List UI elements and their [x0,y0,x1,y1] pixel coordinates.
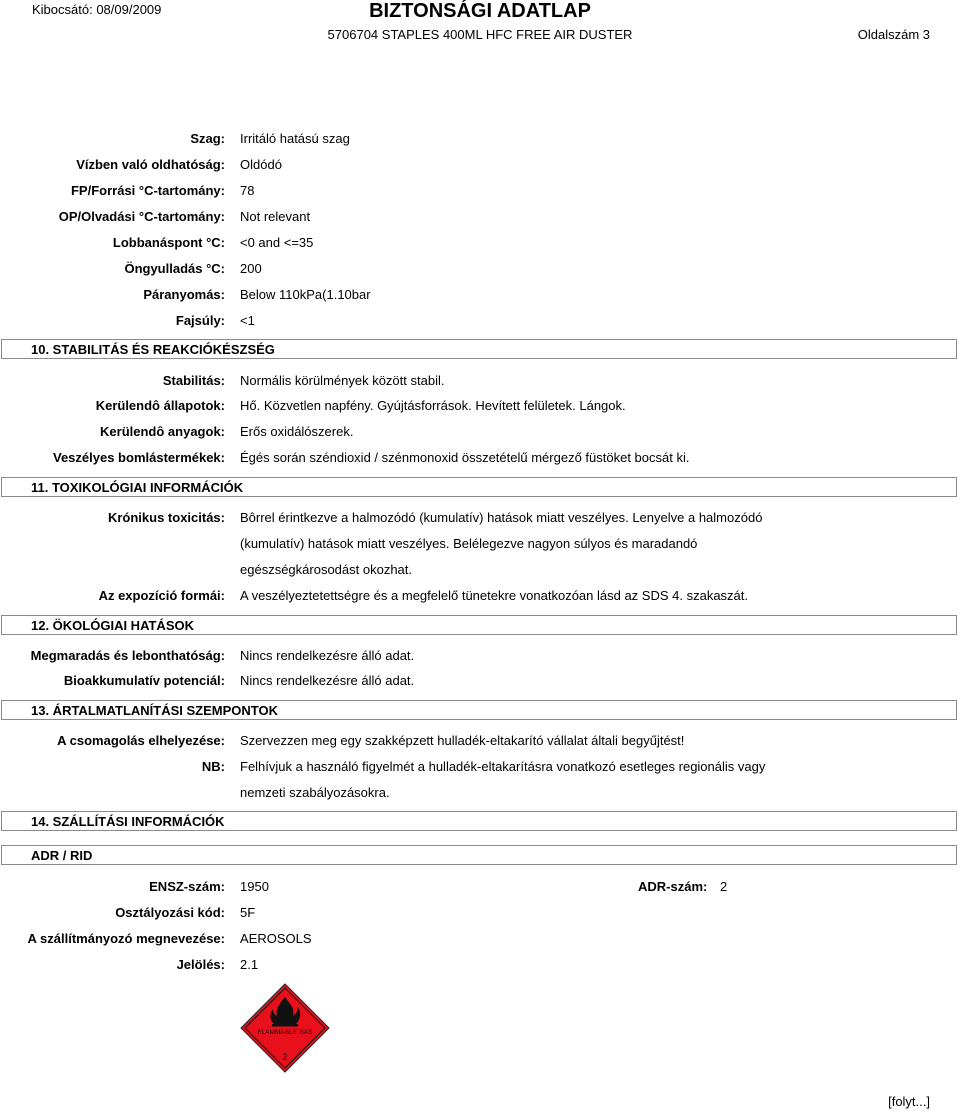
nb-line: Felhívjuk a használó figyelmét a hulladék-eltakarításra vonatkozó esetleges regionális vagy [240,759,766,774]
prop-label: OP/Olvadási °C-tartomány: [58,209,225,224]
prop-row [0,209,960,229]
prop-value: <1 [240,313,255,328]
section-10-header: 10. STABILITÁS ÉS REAKCIÓKÉSZSÉG [1,339,957,359]
chronic-label: Krónikus toxicitás: [107,510,225,525]
shipping-name-label: A szállítmányozó megnevezése: [27,931,225,946]
prop-value: 200 [240,261,262,276]
prop-row [0,183,960,203]
conditions-value: Hő. Közvetlen napfény. Gyújtásforrások. Hevített felületek. Lángok. [240,398,626,413]
class-code-row [0,905,960,925]
persistence-value: Nincs rendelkezésre álló adat. [240,648,415,663]
prop-row [0,261,960,281]
flammable-gas-hazard-label [240,983,330,1073]
conditions-label: Kerülendô állapotok: [95,398,225,413]
section-11-header: 11. TOXIKOLÓGIAI INFORMÁCIÓK [1,477,957,497]
decomposition-label: Veszélyes bomlástermékek: [53,450,225,465]
exposure-value: A veszélyeztetettségre és a megfelelő tünetekre vonatkozóan lásd az SDS 4. szakaszát. [240,588,749,603]
adr-rid-header: ADR / RID [1,845,957,865]
un-number-label: ENSZ-szám: [149,879,225,894]
prop-label: Lobbanáspont °C: [112,235,225,250]
header-issued-date: Kibocsátó: 08/09/2009 [32,2,162,17]
nb-row [0,759,960,779]
bioaccumulation-label: Bioakkumulatív potenciál: [63,673,225,688]
materials-value: Erős oxidálószerek. [240,424,354,439]
prop-value: Irritáló hatású szag [240,131,350,146]
prop-label: Szag: [190,131,225,146]
chronic-line: (kumulatív) hatások miatt veszélyes. Belélegezve nagyon súlyos és maradandó [240,536,698,551]
prop-value: Below 110kPa(1.10bar [240,287,371,302]
page-number: Oldalszám 3 [857,27,930,42]
prop-row [0,313,960,333]
decomposition-row [0,450,960,470]
product-name: 5706704 STAPLES 400ML HFC FREE AIR DUSTER [327,27,633,42]
prop-row [0,235,960,255]
persistence-label: Megmaradás és lebonthatóság: [30,648,225,663]
packaging-label: A csomagolás elhelyezése: [57,733,225,748]
chronic-row [0,510,960,530]
prop-label: Páranyomás: [143,287,225,302]
class-code-label: Osztályozási kód: [115,905,225,920]
chronic-line: Bôrrel érintkezve a halmozódó (kumulatív) hatások miatt veszélyes. Lenyelve a halmozódó [240,510,763,525]
un-number-value: 1950 [240,879,269,894]
stability-value: Normális körülmények között stabil. [240,373,445,388]
prop-label: Vízben való oldhatóság: [76,157,225,172]
marking-label: Jelölés: [176,957,225,972]
diamond-caption: FLAMMABLE GAS [257,1029,313,1036]
section-14-header: 14. SZÁLLÍTÁSI INFORMÁCIÓK [1,811,957,831]
shipping-name-value: AEROSOLS [240,931,312,946]
materials-row [0,424,960,444]
marking-value: 2.1 [240,957,259,972]
prop-value: <0 and <=35 [240,235,314,250]
adr-number-label: ADR-szám: [638,879,708,894]
un-number-row [0,879,960,899]
section-12-header: 12. ÖKOLÓGIAI HATÁSOK [1,615,957,635]
chronic-row [0,562,960,582]
decomposition-value: Égés során széndioxid / szénmonoxid összetételű mérgező füstöket bocsát ki. [240,450,690,465]
materials-label: Kerülendô anyagok: [100,424,225,439]
class-code-value: 5F [240,905,256,920]
prop-value: 78 [240,183,255,198]
prop-value: Not relevant [240,209,311,224]
nb-row [0,785,960,805]
prop-label: Öngyulladás °C: [124,261,225,276]
prop-value: Oldódó [240,157,282,172]
marking-row [0,957,960,977]
continued-footer: [folyt...] [888,1094,930,1109]
bioaccumulation-row [0,673,960,693]
bioaccumulation-value: Nincs rendelkezésre álló adat. [240,673,415,688]
persistence-row [0,648,960,668]
prop-row [0,131,960,151]
stability-row [0,373,960,393]
packaging-value: Szervezzen meg egy szakképzett hulladék-eltakarító vállalat általi begyűjtést! [240,733,685,748]
prop-row [0,287,960,307]
adr-number-value: 2 [720,879,728,894]
exposure-label: Az expozíció formái: [98,588,225,603]
section-13-header: 13. ÁRTALMATLANÍTÁSI SZEMPONTOK [1,700,957,720]
chronic-line: egészségkárosodást okozhat. [240,562,412,577]
document-title: BIZTONSÁGI ADATLAP [369,0,591,22]
prop-label: Fajsúly: [175,313,225,328]
exposure-row [0,588,960,608]
prop-row [0,157,960,177]
conditions-row [0,398,960,418]
prop-label: FP/Forrási °C-tartomány: [70,183,225,198]
chronic-row [0,536,960,556]
nb-label: NB: [201,759,225,774]
flammable-gas-diamond-icon [240,983,330,1073]
stability-label: Stabilitás: [162,373,225,388]
nb-line: nemzeti szabályozásokra. [240,785,390,800]
packaging-row [0,733,960,753]
shipping-name-row [0,931,960,951]
diamond-class-number: 2 [282,1052,288,1062]
